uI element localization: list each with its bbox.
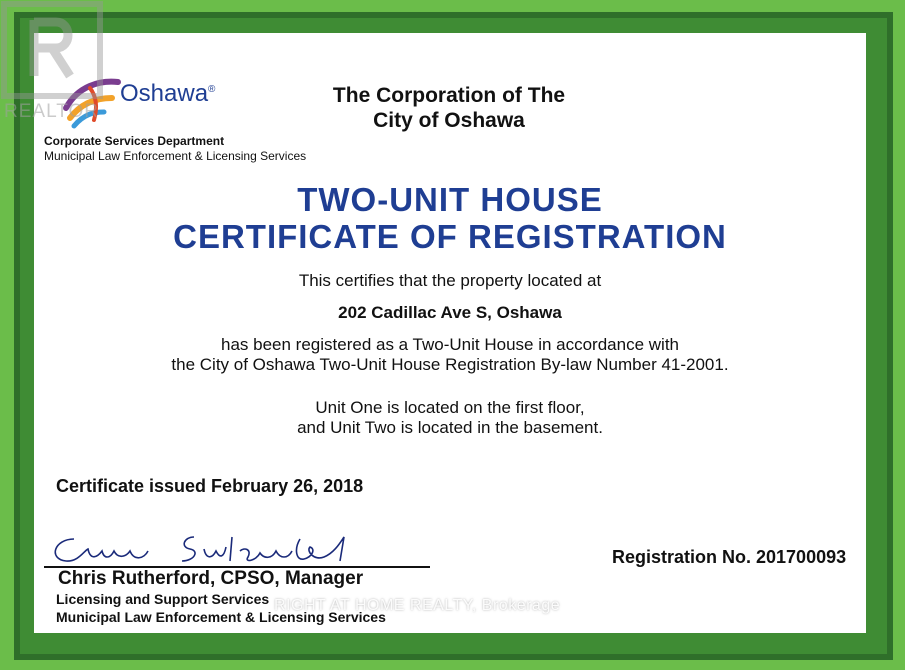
title-line-1: TWO-UNIT HOUSE (297, 181, 603, 218)
corporation-line-1: The Corporation of The (332, 84, 566, 107)
brokerage-watermark: RIGHT AT HOME REALTY, Brokerage (274, 597, 561, 614)
signatory-role-1: Licensing and Support Services (56, 591, 270, 607)
certificate-paper (4, 33, 866, 633)
corporation-line-2: City of Oshawa (373, 109, 525, 132)
department-label: Corporate Services Department (44, 134, 225, 148)
issue-date: Certificate issued February 26, 2018 (56, 476, 364, 496)
unit-line-2: and Unit Two is located in the basement. (297, 418, 603, 437)
body-line-2: the City of Oshawa Two-Unit House Registration By-law Number 41-2001. (171, 355, 729, 374)
certificate-title (34, 181, 866, 255)
property-address: 202 Cadillac Ave S, Oshawa (338, 303, 562, 322)
realtor-watermark-text: REALTOR (4, 101, 99, 122)
signatory-role-2: Municipal Law Enforcement & Licensing Services (56, 609, 386, 625)
signatory-name: Chris Rutherford, CPSO, Manager (58, 568, 364, 589)
logo-wordmark: Oshawa® (120, 80, 216, 107)
title-line-2: CERTIFICATE OF REGISTRATION (173, 218, 727, 255)
division-label: Municipal Law Enforcement & Licensing Services (44, 149, 307, 163)
body-line-1: has been registered as a Two-Unit House in accordance with (221, 335, 679, 354)
registration-number: Registration No. 201700093 (612, 547, 847, 567)
intro-text: This certifies that the property located at (298, 271, 602, 290)
realtor-watermark-icon (0, 0, 104, 100)
signature-image (44, 529, 374, 569)
corporation-heading (284, 83, 614, 133)
unit-line-1: Unit One is located on the first floor, (315, 398, 585, 417)
